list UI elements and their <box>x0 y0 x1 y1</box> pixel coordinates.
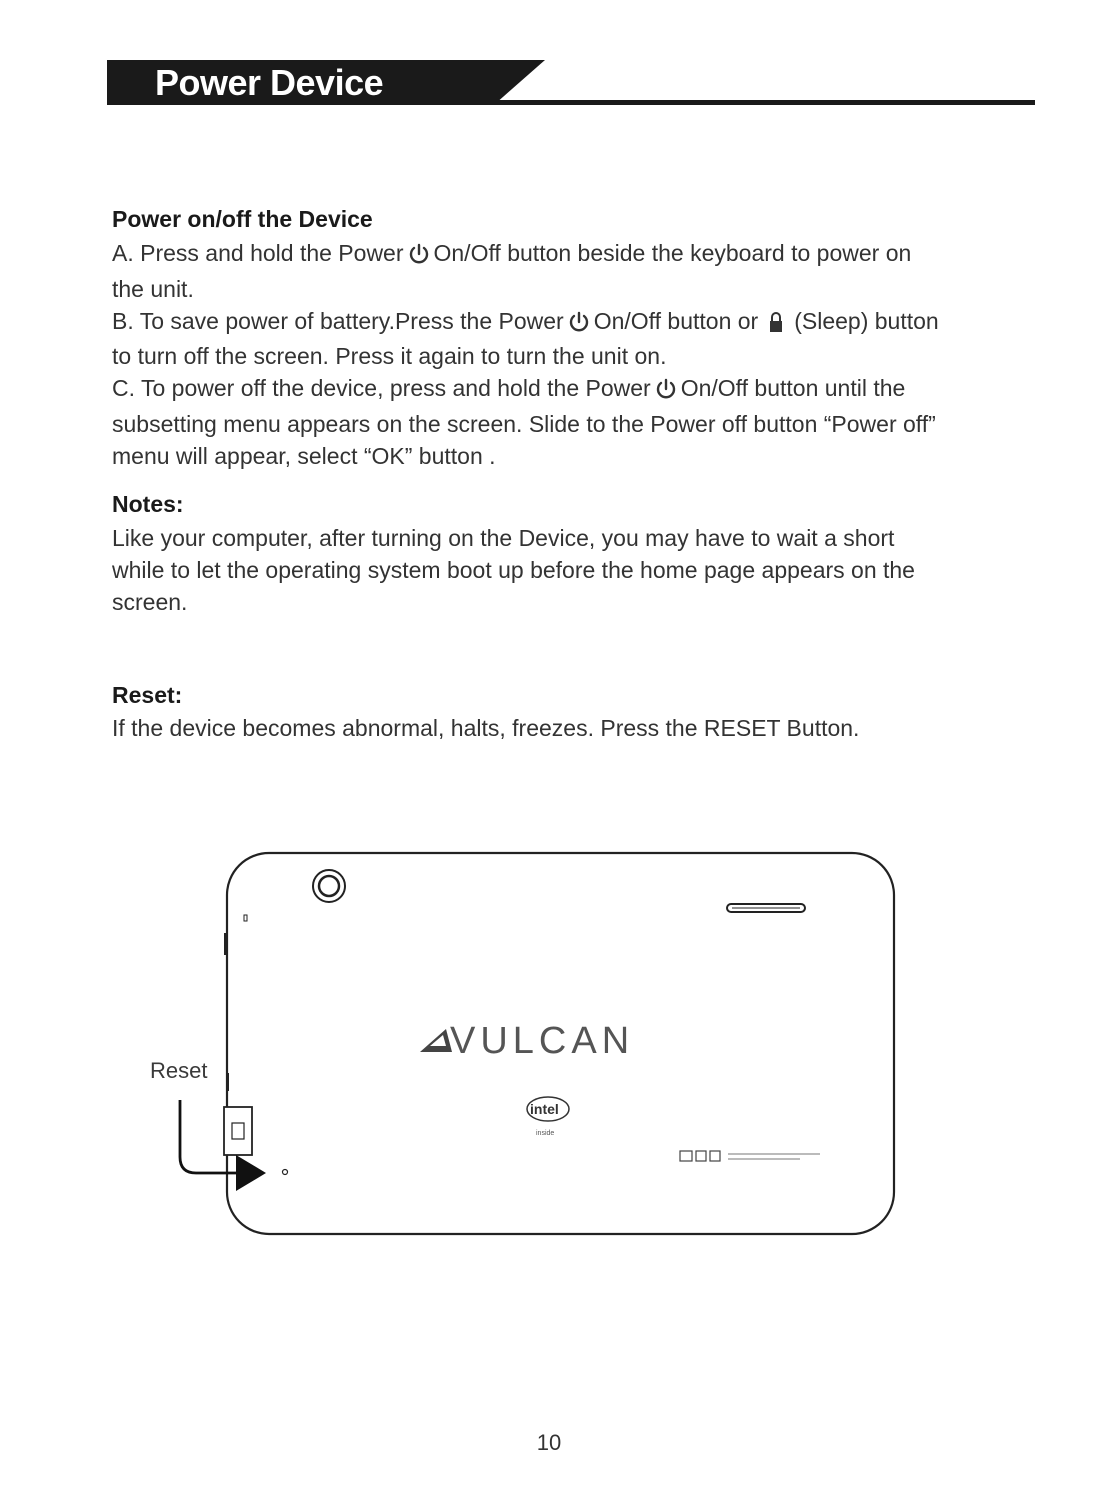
line-b4: to turn off the screen. Press it again to turn the unit on. <box>112 343 667 370</box>
text-a2: On/Off button beside the keyboard to power on <box>433 240 912 266</box>
reset-line-1: If the device becomes abnormal, halts, freezes. Press the RESET Button. <box>112 715 860 741</box>
line-a3: the unit. <box>112 275 194 302</box>
line-b1 <box>112 306 1072 342</box>
intel-text: intel <box>530 1101 559 1117</box>
section-header <box>107 60 1035 106</box>
lock-icon <box>768 310 784 342</box>
brand-text: VULCAN <box>450 1020 635 1062</box>
text-b3: (Sleep) button <box>794 307 939 334</box>
page-number: 10 <box>536 1430 562 1455</box>
line-c3: subsetting menu appears on the screen. Slide to the Power off button “Power off” <box>112 410 936 437</box>
notes-line-2: while to let the operating system boot up before the home page appears on the <box>112 556 915 583</box>
line-c4: menu will appear, select “OK” button . <box>112 442 496 469</box>
reset-heading: Reset: <box>112 682 183 708</box>
power-icon <box>568 310 590 342</box>
notes-text <box>112 523 1072 618</box>
text-b1: B. To save power of battery.Press the Power <box>112 307 564 334</box>
text-c2: On/Off button until the <box>680 375 906 402</box>
power-heading: Power on/off the Device <box>112 206 373 232</box>
power-icon <box>408 242 430 274</box>
notes-line-1: Like your computer, after turning on the Device, you may have to wait a short <box>112 525 895 551</box>
notes-heading: Notes: <box>112 491 184 517</box>
side-button <box>224 933 228 955</box>
reset-text <box>112 713 1072 745</box>
line-a1 <box>112 238 1072 274</box>
tablet-back-illustration <box>140 845 910 1245</box>
page-title: Power Device <box>155 62 384 103</box>
line-c1 <box>112 373 1072 409</box>
notes-line-3: screen. <box>112 588 188 615</box>
text-b2: On/Off button or <box>593 307 759 334</box>
brand-logo <box>420 1020 634 1062</box>
text-c1: C. To power off the device, press and hold the Power <box>112 375 651 402</box>
power-instructions <box>112 238 1072 473</box>
power-icon <box>655 377 677 409</box>
intel-sub-text: inside <box>536 1130 555 1137</box>
text-a1: A. Press and hold the Power <box>112 240 404 266</box>
reset-callout-label: Reset <box>150 1058 208 1083</box>
